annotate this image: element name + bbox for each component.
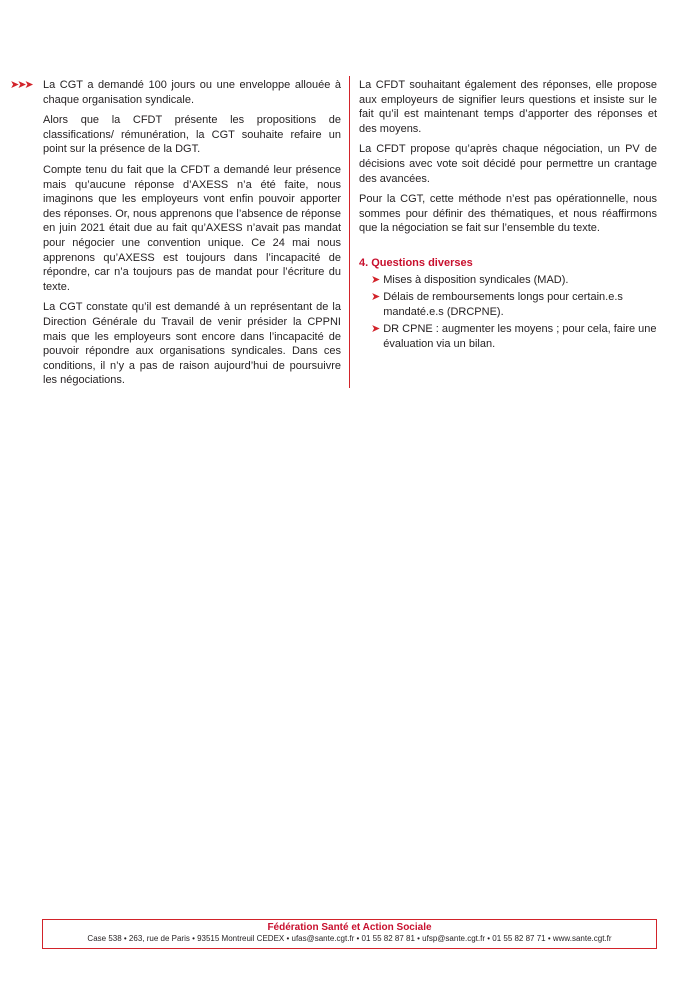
paragraph: Alors que la CFDT présente les propositions de classifications/ rémunération, la CGT souhaite refaire un point sur la présence de la DGT. [43, 114, 341, 156]
list-item [359, 322, 657, 351]
triple-arrow-icon: ➤➤➤ [10, 79, 32, 91]
list-item-text: Délais de remboursements longs pour certain.e.s mandaté.e.s (DRCPNE). [383, 291, 623, 318]
paragraph: La CFDT propose qu’après chaque négociation, un PV de décisions avec vote soit décidé pour permettre un crantage des avancées. [359, 143, 657, 185]
column-divider [349, 76, 350, 388]
list-item-text: Mises à disposition syndicales (MAD). [383, 273, 569, 286]
paragraph: Compte tenu du fait que la CFDT a demandé leur présence mais qu’aucune réponse d’AXESS n’a été faite, nous imaginons que les employeurs vont enfin pouvoir apporter des réponses. Or, nous apprenons que l’absence de réponse en juin 2021 était due au fait qu’AXESS n’avait pas mandat pour négocier une convention unique. Ce 24 mai nous apprenons qu’AXESS est toujours dans l’incapacité de répondre, car n’a toujours pas de mandat pour l’écriture du texte. [43, 163, 341, 293]
arrow-bullet-icon: ➤ [371, 323, 381, 336]
left-column [43, 78, 341, 394]
list-item [359, 273, 657, 288]
footer-title: Fédération Santé et Action Sociale [267, 922, 432, 933]
paragraph: La CFDT souhaitant également des réponses, elle propose aux employeurs de signifier leurs questions et insiste sur le fait qu’il est maintenant temps d’apporter des réponses et des moyens. [359, 79, 657, 135]
arrow-bullet-icon: ➤ [371, 291, 381, 304]
list-item [359, 290, 657, 319]
list-item-text: DR CPNE : augmenter les moyens ; pour cela, faire une évaluation via un bilan. [383, 323, 657, 350]
paragraph: Pour la CGT, cette méthode n’est pas opérationnelle, nous sommes pour définir des thématiques, et nous réaffirmons que la négociation se fait sur l’ensemble du texte. [359, 193, 657, 235]
footer-contact: Case 538 • 263, rue de Paris • 93515 Montreuil CEDEX • ufas@sante.cgt.fr • 01 55 82 87 81 • ufsp@sante.cgt.fr • 01 55 82 87 71 • www.sante.cgt.fr [87, 934, 612, 943]
paragraph: La CGT constate qu’il est demandé à un représentant de la Direction Générale du Travail de venir présider la CPPNI mais que les employeurs sont encore dans l’incapacité de pouvoir répondre aux organisations syndicales. Dans ces conditions, il n’y a pas de raison aujourd’hui de poursuivre les négociations. [43, 301, 341, 387]
footer-box [42, 919, 657, 949]
section-title: 4. Questions diverses [359, 256, 473, 269]
paragraph: La CGT a demandé 100 jours ou une enveloppe allouée à chaque organisation syndicale. [43, 79, 341, 106]
right-column [359, 78, 657, 355]
arrow-bullet-icon: ➤ [371, 273, 381, 286]
